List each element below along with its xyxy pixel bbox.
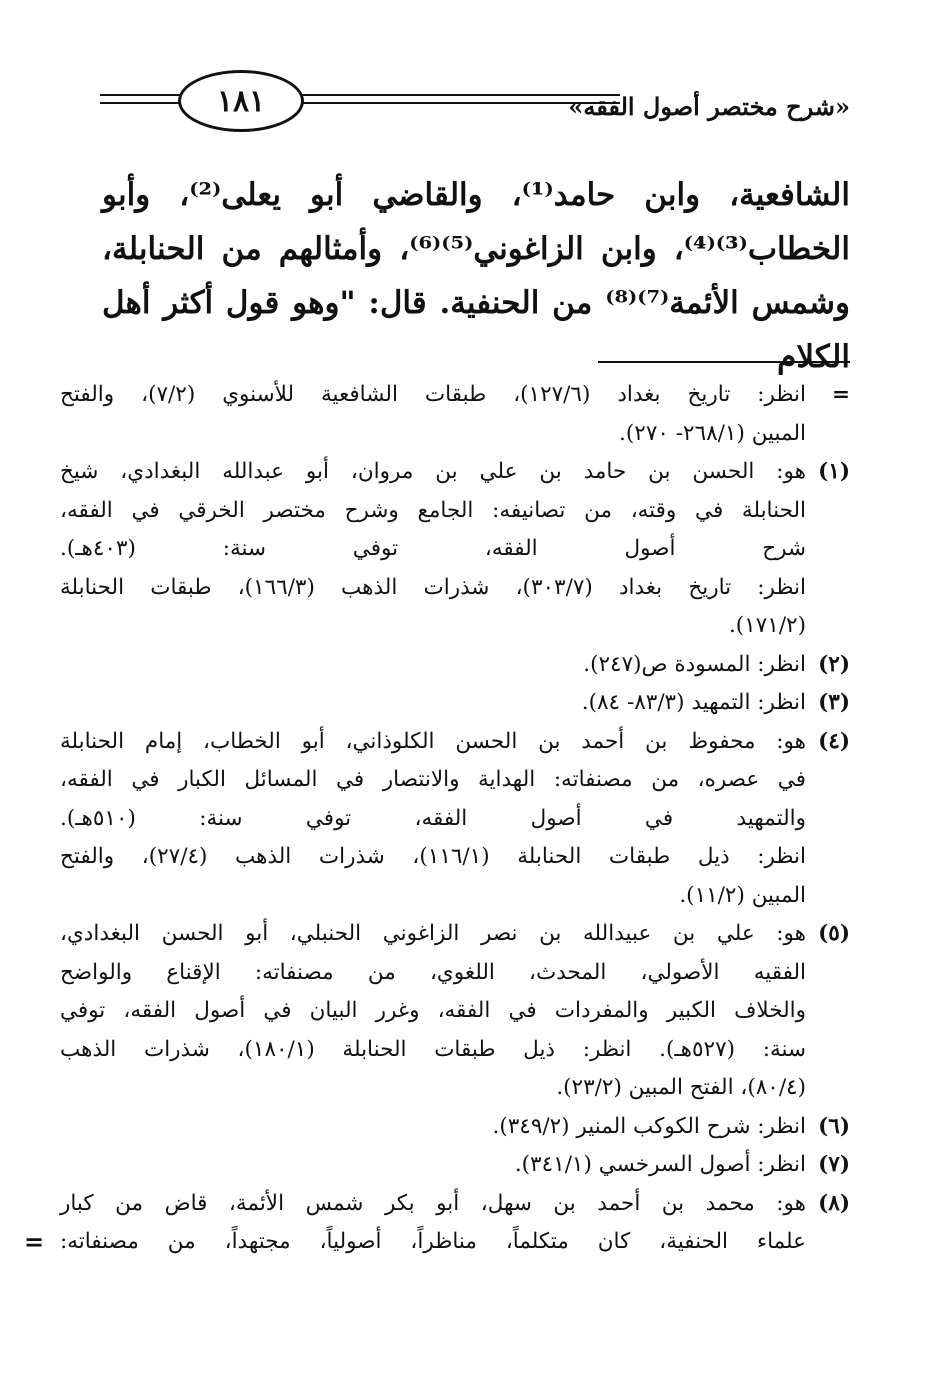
footnote-line: المبين (٢٦٨/١- ٢٧٠).	[619, 420, 806, 446]
footnote	[60, 453, 850, 646]
footnote-line: انظر: تاريخ بغداد (١٢٧/٦)، طبقات الشافعية للأسنوي (٧/٢)، والفتح	[60, 382, 807, 407]
footnote-marker: (٣)	[818, 690, 850, 715]
page-number: ١٨١	[178, 70, 304, 132]
footnotes	[24, 376, 850, 1262]
footnote-line: سنة: (٥٢٧هـ). انظر: ذيل طبقات الحنابلة (١٨٠/١)، شذرات الذهب	[60, 1036, 807, 1062]
footnote-line: والخلاف الكبير والمفردات في الفقه، وغرر البيان في أصول الفقه، توفي	[60, 998, 806, 1023]
footnote-line: هو: علي بن عبيدالله بن نصر الزاغوني الحنبلي، أبو الحسن البغدادي،	[60, 921, 806, 946]
footnote-line: في عصره، من مصنفاته: الهداية والانتصار في المسائل الكبار في الفقه،	[60, 767, 806, 792]
continuation-marker: =	[24, 1227, 45, 1256]
main-text-line: وشمس الأئمة⁽⁷⁾⁽⁸⁾ من الحنفية. قال: "وهو قول أكثر أهل الكلام	[102, 285, 850, 375]
footnote-line: شرح أصول الفقه، توفي سنة: (٤٠٣هـ).	[60, 536, 806, 561]
footnote-marker: =	[831, 382, 850, 407]
footnote-line: انظر: ذيل طبقات الحنابلة (١١٦/١)، شذرات الذهب (٢٧/٤)، والفتح	[60, 844, 806, 869]
header-rule	[100, 102, 185, 104]
footnote-marker: (٤)	[818, 728, 850, 754]
footnote	[60, 723, 850, 916]
footnote	[60, 1146, 850, 1185]
main-text-line: الشافعية، وابن حامد⁽¹⁾، والقاضي أبو يعلى⁽²⁾، وأبو	[102, 177, 850, 213]
footnote	[60, 915, 850, 1108]
running-title: «شرح مختصر أصول الفقه»	[568, 92, 850, 121]
footnote-line: هو: الحسن بن حامد بن علي بن مروان، أبو عبدالله البغدادي، شيخ	[60, 459, 806, 484]
footnote	[60, 1108, 850, 1147]
footnote	[60, 684, 850, 723]
footnote-line: هو: محمد بن أحمد بن سهل، أبو بكر شمس الأئمة، قاض من كبار	[60, 1190, 806, 1216]
main-text-line: الخطاب⁽³⁾⁽⁴⁾، وابن الزاغوني⁽⁵⁾⁽⁶⁾، وأمثالهم من الحنابلة،	[102, 231, 850, 267]
footnote-line: الفقيه الأصولي، المحدث، اللغوي، من مصنفاته: الإقناع والواضح	[60, 959, 806, 985]
footnote-line: علماء الحنفية، كان متكلماً، مناظراً، أصولياً، مجتهداً، من مصنفاته:	[60, 1229, 806, 1254]
main-text	[102, 168, 850, 384]
footnote-marker: (٢)	[818, 651, 850, 677]
footnote-line: (١٧١/٢).	[728, 613, 806, 638]
footnote-line: انظر: شرح الكوكب المنير (٣٤٩/٢).	[492, 1113, 806, 1139]
footnote-separator	[598, 361, 850, 363]
footnote-line: انظر: المسودة ص(٢٤٧).	[583, 651, 806, 677]
footnote-marker: (٦)	[818, 1113, 850, 1139]
footnote-line: انظر: أصول السرخسي (٣٤١/١).	[514, 1152, 806, 1177]
footnote-line: المبين (١١/٢).	[679, 882, 806, 908]
footnote-marker: (١)	[818, 459, 850, 484]
footnote-line: هو: محفوظ بن أحمد بن الحسن الكلوذاني، أبو الخطاب، إمام الحنابلة	[60, 728, 806, 754]
footnote-line: (٨٠/٤)، الفتح المبين (٢٣/٢).	[556, 1075, 806, 1100]
footnote	[60, 376, 850, 453]
footnote-marker: (٥)	[818, 921, 850, 946]
footnote	[60, 646, 850, 685]
header-rule	[100, 94, 185, 96]
footnote-marker: (٨)	[818, 1190, 850, 1216]
footnote-line: انظر: تاريخ بغداد (٣٠٣/٧)، شذرات الذهب (١٦٦/٣)، طبقات الحنابلة	[60, 574, 807, 600]
footnote-marker: (٧)	[818, 1152, 850, 1177]
page-header	[100, 70, 850, 140]
footnote-line: الحنابلة في وقته، من تصانيفه: الجامع وشرح مختصر الخرقي في الفقه،	[60, 497, 806, 523]
footnote	[24, 1185, 850, 1262]
footnote-line: انظر: التمهيد (٨٣/٣- ٨٤).	[581, 690, 806, 715]
footnote-line: والتمهيد في أصول الفقه، توفي سنة: (٥١٠هـ).	[60, 805, 806, 831]
